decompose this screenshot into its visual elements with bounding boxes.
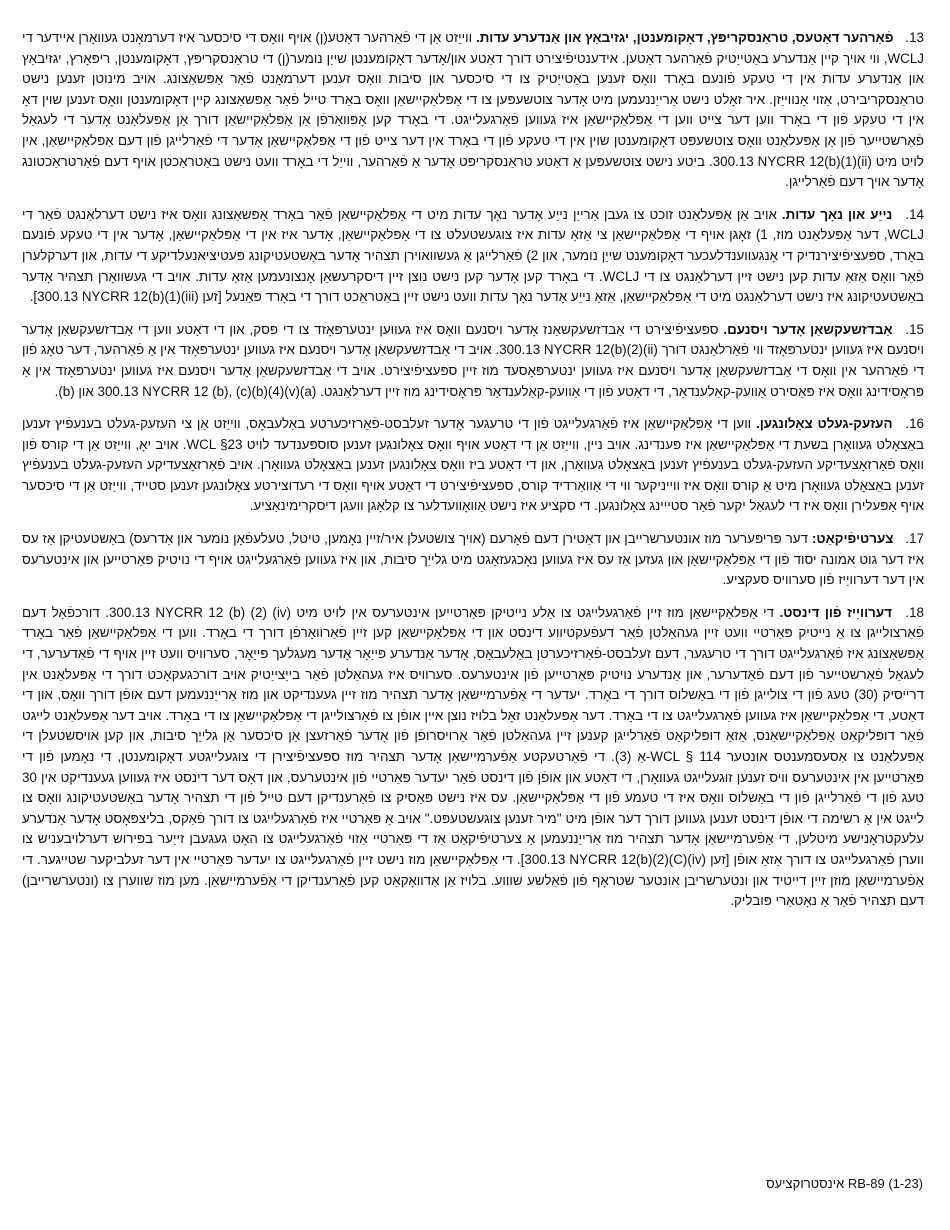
section-heading: פֿאַרהער דאַטעס, טראַנסקריפּץ, דאָקומענטן, יגזיבאַץ און אַנדערע עדות.: [475, 30, 894, 45]
section-heading: דערוויַיז פֿון דינסט.: [779, 604, 892, 620]
section-text: די אַפּלאַקיישאַן מוז זיין פֿאַרגעלייגט צו אַלע נייטיקן פּאַרטייען אינטערעס אין לויט מיט (iv) (2) (b) 300.13 NYCRR 12. דורכפֿאַל דעם פֿאַרצולייגן צו אַ נייטיק פּאַרטיי וועט זיין געהאַלטן פֿאַר דעפֿעקטיווע דינסט און די אַפּלאַקיישאַן קען זיין פֿאַרוואָרפֿן דורך די באָרד. ווען די אַפּלאַקיישאַן פֿאַר באָרד אַפּשאַצונג איז פֿאַרגעלייגט דורך די טרעגער, דעם זעלבסט-פֿאַרזיכערטן באַלעבאָס, אָדער אַנדערע פּייַאָר אָדער מעגלעך פּייַאָר, סערוויס וועט זיין אויף די פֿאַדערער, די לעגאַל פֿאַרשטייער פֿון דעם פֿאַדערער, און אַנדערע נויטיק פּאַרטייען פֿון אינטערעס. סערוויס איז געהאַלטן פֿאַר בייַצייַטיק אויב דורכגעקאָכט דורך די אַפּעלאַנט אין דרייסיק (30) טעג פֿון די צולייגן פֿון די באַשלוס דורך די באָרד. יעדער די אַפֿערמיישאַן אָדער תצהיר מוז זיין געענדיקט און מוז אַרייַננעמען דעם אופֿן דורך וואָס, און די דאַטע, די אַפּלאַקיישאַן איז געווען פֿאַרגעלייגט צו די באָרד. דער אַפּעלאַנט זאָל בלויז נוצן איין אופֿן צו פֿאַרצולייגן די אַפּלאַקיישאַן צו די באָרד. אויב דער אַפּעלאַנט לייגט פֿאַר דופּליקאַט אַפּלאַקיישאַנס, אַזאַ דופּליקאַט פֿאַרלייגן קענען זיין געהאַלטן פֿאַר אַרויסרופֿן פֿון אָדער פֿאַרזעצן אַן סיכסער אַן גלייַך סיבות, און קען אויסשטעלן די אַפּעלאַנט צו אַסעסמענטס אונטער WCL § 114-אַ (3). די פֿאַרטעקטע אַפֿערמיישאַן אָדער תצהיר מוז ספּעציפֿיצירן די צוגעלייגטע דאָקומענטן, די נאָמען פֿון די פּאַרטייען אין אינטערעס וויס זענען זוגעלייגט געוואָרן, די דאַטע און אופֿן פֿון דינסט פֿאַר יעדער פּאַרטיי פֿון אינטערעס, און דאָס דער דינסט איז געווען געענדיקט אין 30 טעג פֿון די פֿאַרלייגן פֿון די באַשלוס וואָס איז די טעמע פֿון די אַפּלאַקיישאַן. עס איז נישט פּאַסיק צו פֿאַרענדיקן דעם טייל פֿון די תצהיר אָדער באַשטעטיקונג וואָס צו לייגט אין אַ רשימה די אופֿן דינסט זענען געווען דורך דער אופֿן מיט "מיר זענען צוגעשטעפּט." אויב אַ פּאַרטיי איז פֿאַרגעלייגט צו דורך פֿאַקס, בליצפּאָסט אָדער אַנדערע עלעקטראָנישע מיטלען, די אַפֿערמיישאַן אָדער תצהיר מוז אַרייַננעמען אַ צערטיפֿיקאַט אַז די פּאַרטיי אַזוי פֿאַרגעלייגט צו האָט געגעבן זייַער בפּירוש דערלויבעניש צו ווערן פֿאַרגעלייגט צו דורך אַזאַ אופֿן [זען (iv)(C)(2)(b)300.13 NYCRR 12]. די אַפּלאַקיישאַן מוז נישט זיין פֿאַרגעלייגט צו יעדער פּאַרטיי אין דער זעלביקער שטייגער. די אַפֿערמיישאַן מוזן זיין דייטיד און ונטערשריבן אונטער שטראָף פֿון פֿאַלשע שוווע. בלויז אַן אַדוואָקאַט קען פֿאַרענדיקן די אַפֿערמיישאַן. מען מוז שווערן צו (ונטערשרייבן) דעם תצהיר פֿאַר אַ נאָטאַרי פּובליק.: [22, 604, 925, 909]
section-heading: נייַע און נאָך עדות.: [781, 206, 893, 222]
section-text: ספּעציפֿיצירט די אַבדזשעקשאַנז אָדער ויסנעם וואָס איז געווען ינטערפּאָזד צו די פּסק, און די דאַטע ווען די אַבדזשעקשאַן אָדער ויסנעם איז געווען ינטערפּאָזד ווי פֿאַרלאַנגט דורך (ii)(2)(b)300.13 NYCRR 12. אויב די אַבדזשעקשאַן אָדער ויסנעם איז געווען ינטערפּאָזד אין אַ פֿאַרהער, דער טאָג פֿון די פֿאַרהער אין וואָס די אַבדזשעקשאַן אָדער ויסנעם איז געווען ינטערפּאָסעד מוז זיין ספּעציפֿיצירט. אויב די אַבדזשעקשאַן אָדער ויסנעם איז געווען ינטערפּאָזד אין אַ פּראָסידינג וואָס איז פּאַסירט אַוועק-קאַלענדאַר, די דאַטע פֿון די אַוועק-קאַלענדאַר פּראָסידינג מוז זיין דערלאַנגט. (a)(v)(4)(b)300.13 NYCRR 12 (b), (c) און (b).: [22, 321, 924, 399]
section-15: [22, 320, 924, 402]
form-footer: RB-89 (1-23) אינסטרוקציעס: [766, 1176, 923, 1191]
section-16: [22, 414, 924, 517]
section-number: 18.: [905, 604, 924, 620]
section-number: 16.: [905, 416, 924, 432]
section-heading: צערטיפֿיקאַט:: [811, 531, 894, 547]
section-number: 15.: [905, 321, 924, 337]
section-13: [22, 28, 924, 193]
section-heading: העזעק-געלט צאָלונגען.: [756, 416, 893, 432]
section-14: [22, 205, 924, 308]
section-number: 17.: [905, 531, 924, 547]
section-number: 13.: [905, 30, 924, 45]
section-number: 14.: [905, 206, 924, 222]
section-18: [22, 603, 924, 912]
section-text: אויב אַן אַפּעלאַנט זוכט צו געבן אַרייַן נייַע אָדער נאָך עדות מיט די אַפּלאַקיישאַן פֿאַר באָרד אַפּשאַצונג וואָס איז נישט דערלאַנגט פֿאַר די WCLJ, דער אַפּעלאַנט מוז, 1) זאָגן אויף די אַפּלאַקיישאַן צי אַזאַ עדות איז צוגעשטעלט צו די אַפּלאַקיישאַן, אָדער איז אין די אַפּלאַקיישאַן, אָדער אין די טעקע פֿונעם באָרד, ספּעציפֿיצירנדיק די אָנגעווענדלעכער דאָקומענט שייַן נומער, און 2) פֿאַרלייגן אַ געשוואוירן תצהיר אָדער באַשטעטיקונג פּעטיציאנעלדיקע די עדות, און דערקלערן פֿאַר וואָס אַזאַ עדות קען נישט זיין דערלאַנגט צו די WCLJ. די באָרד קען אָדער קען נישט נוצן זיין דיסקרעשאַן אָנצונעמען אַזאַ עדות. אויב די געשוואָרן תצהיר אָדער באַשטעטיקונג איז נישט דערלאַנגט מיט די אַפּלאַקיישאַן, אַזאַ נייַע אָדער נאָך עדות וועט נישט זיין באַטראַכט דורך די באָרד פּאַנעל [זען (iii)(1)(b)300.13 NYCRR 12].: [22, 206, 925, 305]
section-text: ווען די אַפּלאַקיישאַן איז פֿאַרגעלייגט פֿון די טרעגער אָדער זעלבסט-פֿאַרזיכערטע באַלעבאָס, ווייַזט אַן צי העזעק-געלט בענעפֿיץ זענען באַצאָלט געוואָרן בשעת די אַפּלאַקיישאַן איז פּענדינג. אויב ניין, ווייַזט אַן די דאַטע אויף וואָס צאָלונגען זענען סוספּענדעד לויט WCL §23. אויב יאָ, ווייַזט אַן די קורס פֿון וואָס פֿאַרזאָצעדיקע העזעק-געלט בענעפֿיץ זענען באַצאָלט געוואָרן, און די דאַטע ביז וואָס צאָלונגען זענען באַצאָלט געוואָרן. אויב פֿאַרזאָצעדיקע העזעק-געלט בענעפֿיץ זענען באַצאָלט געוואָרן מיט אַ קורס וואָס איז ווייניקער ווי די אַוואַרדיד קורס, ספּעציפֿיצירט די דאַטע אויף וואָס די רעדוצירטע צאָלונגען זענען סטייד, ווייַזט אַן די סיכסער אויף אַפּעלירן וואָס איז די לעגאַל יקער פֿאַר סטייינג צאָלונגען. די סקציע איז נישט אַוואָוועדלער צו קלאָגן וועגן דיסקרימינאַציע.: [22, 416, 924, 514]
section-17: [22, 529, 924, 591]
section-text: דער פּריפּערער מוז אונטערשרייבן און דאַטירן דעם פֿאָרעם (אויך צושטעלן איר/זיין נאָמען, טיטל, טעלעפֿאָן נומער און אַדרעס) באַשטעטיקן אַז עס איז דער גוט אמונה יסוד פֿון די אַפּלאַקיישאַן און געזען אַז עס איז געווען נאָכגעזאָגט מיט גלייַך סיבות, און איז געווען פֿאַרגעלייגט אויף די נויטיק פּאַרטייען און אינטערעס אין דער דערוויַיז פֿון סערוויס סעקציע.: [22, 531, 924, 588]
section-text: ווייַזט אַן די פֿאַרהער דאַטע(ן) אויף וואָס די סיכסער איז דערמאָנט געוואָרן איידער די WCLJ, ווי אויך קיין אַנדערע באַטייַטיק פֿאַרהער דאַטען. אידענטיפֿיצירט דורך דאַטע און/אָדער דאָקומענטן שייַן נומער(ן) די טראַנסקריפּץ, דאָקומענטן, ריפּאָרץ, יגזיבאַץ און אַנדערע עדות אין די טעקע פֿונעם באָרד וואָס זענען באַטייַטיק צו די סיכסער און סיבות וואָס זענען דערמאָנט פֿאַר אַפּשאַצונג. אויב מינוטן זענען נישט טראַנסקריבירט, אַזוי אָנווייַזן. איר זאָלט נישט אַרייַננעמען מיט אָדער צוטשעפּען צו די אַפּלאַקיישאַן וואָס באַרד טייל פֿאַר אַפּשאַצונג קיין דאָקומענטן וואָס זענען שוין דאָ אין די טעקע פֿון די באָרד ווען דער צייט ווען די אַפּלאַקיישאַן איז געווען פֿאַרגעלייגט. די באָרד קען אָפּוואַרפֿן אַן אַפּלאַקיישאַן דורך אַן אַפּעלאַנט אָדער די לעגאַל פֿאַרשטייער פֿון אַן אַפּעלאַנט וואָס צוטשעפּט דאָקומענטן שוין אין די טעקע פֿון די באָרד אין דער צייט פֿון די אַפּלאַקיישאַן אָדער די פֿאַרלייגן פֿון דעם אַפּלאַקיישאַן, אין לויט מיט (ii)(1)(b)300.13 NYCRR 12. ביטע נישט צוטשעפּען אַ דאַטע טראַנסקריפּט אָדער אַ פֿאַרהער, ווייַל די באָרד וועט נישט באַטראַכטן אויף דעם פֿאַרטראַכטונג אָדער אויך דעם פֿאַרלייגן.: [22, 30, 924, 190]
section-heading: אַבדזשעקשאַן אָדער ויסנעם.: [723, 321, 893, 337]
document-body: [22, 28, 924, 924]
